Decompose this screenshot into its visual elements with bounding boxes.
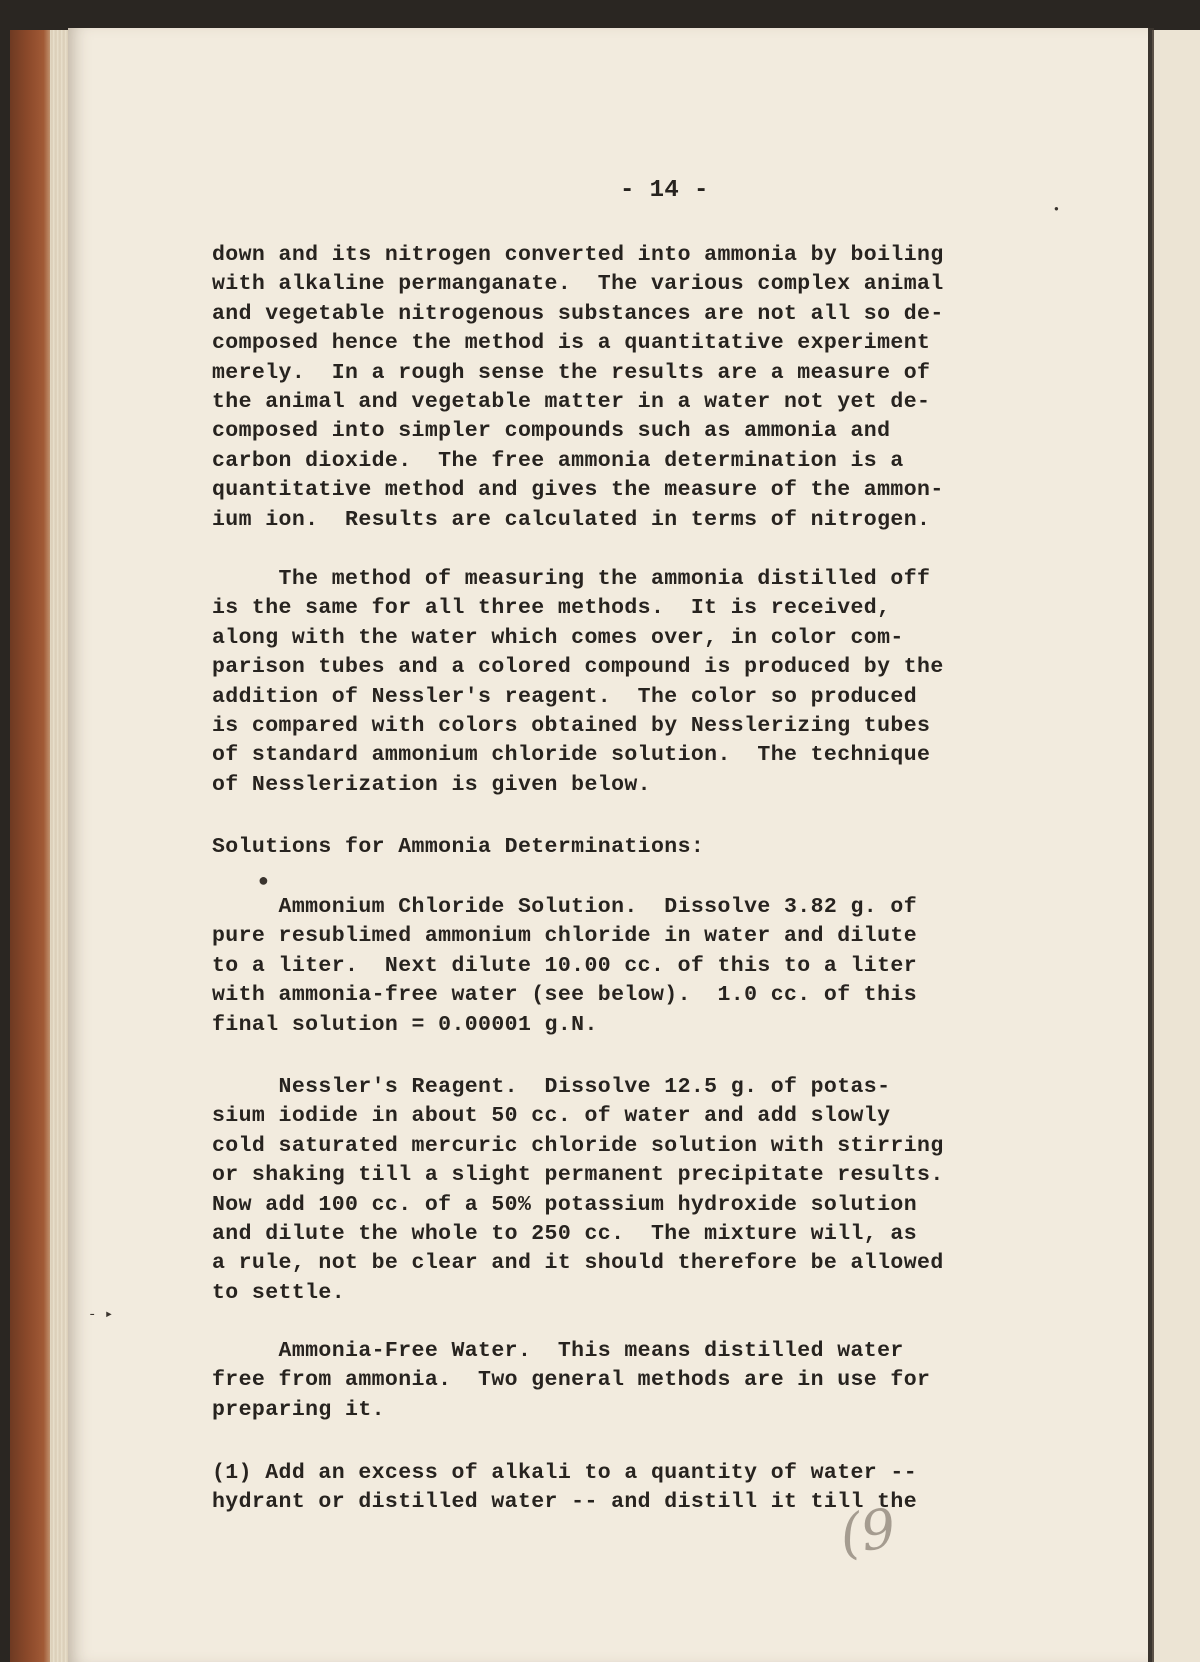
paragraph-1: down and its nitrogen converted into ammonia by boiling with alkaline permanganate. The various complex animal and vegetable nitrogenous substances are not all so de- composed hence the method is a quantitative experiment merely. In a rough sense the results are a measure of the animal and vegetable matter in a water not yet de- composed into simpler compounds such as ammonia and carbon dioxide. The free ammonia determination is a quantitative method and gives the measure of the ammon- ium ion. Results are calculated in terms of nitrogen. [212, 243, 944, 532]
paragraph-ammonium-chloride: Ammonium Chloride Solution. Dissolve 3.82 g. of pure resublimed ammonium chloride in water and dilute to a liter. Next dilute 10.00 cc. of this to a liter with ammonia-free water (see below). 1.0 cc. of this final solution = 0.00001 g.N. [212, 895, 918, 1037]
ink-mark: ● [258, 872, 269, 892]
paragraph-nesslers-reagent: Nessler's Reagent. Dissolve 12.5 g. of potas- sium iodide in about 50 cc. of water and add slowly cold saturated mercuric chloride solution with stirring or shaking till a slight permanent precipitate results. Now add 100 cc. of a 50% potassium hydroxide solution and dilute the whole to 250 cc. The mixture will, as a rule, not be clear and it should therefore be allowed to settle. [212, 1075, 944, 1305]
paragraph-method-1: (1) Add an excess of alkali to a quantity of water -- hydrant or distilled water -- and distill it till the [212, 1461, 918, 1515]
paragraph-2: The method of measuring the ammonia distilled off is the same for all three methods. It is received, along with the water which comes over, in color com- parison tubes and a colored compound is produced by the addition of Nessler's reagent. The color so produced is compared with colors obtained by Nesslerizing tubes of standard ammonium chloride solution. The technique of Nesslerization is given below. [212, 567, 944, 797]
ink-dot: ● [1054, 205, 1059, 214]
page-number: - 14 - [620, 177, 709, 204]
book-spine [10, 30, 52, 1662]
margin-tick: - ▸ [88, 1307, 114, 1323]
adjacent-page [1152, 30, 1200, 1662]
pencil-annotation: (9 [835, 1496, 900, 1567]
section-heading: Solutions for Ammonia Determinations: [212, 835, 705, 859]
paragraph-ammonia-free-water: Ammonia-Free Water. This means distilled water free from ammonia. Two general methods are in use for preparing it. [212, 1339, 931, 1422]
